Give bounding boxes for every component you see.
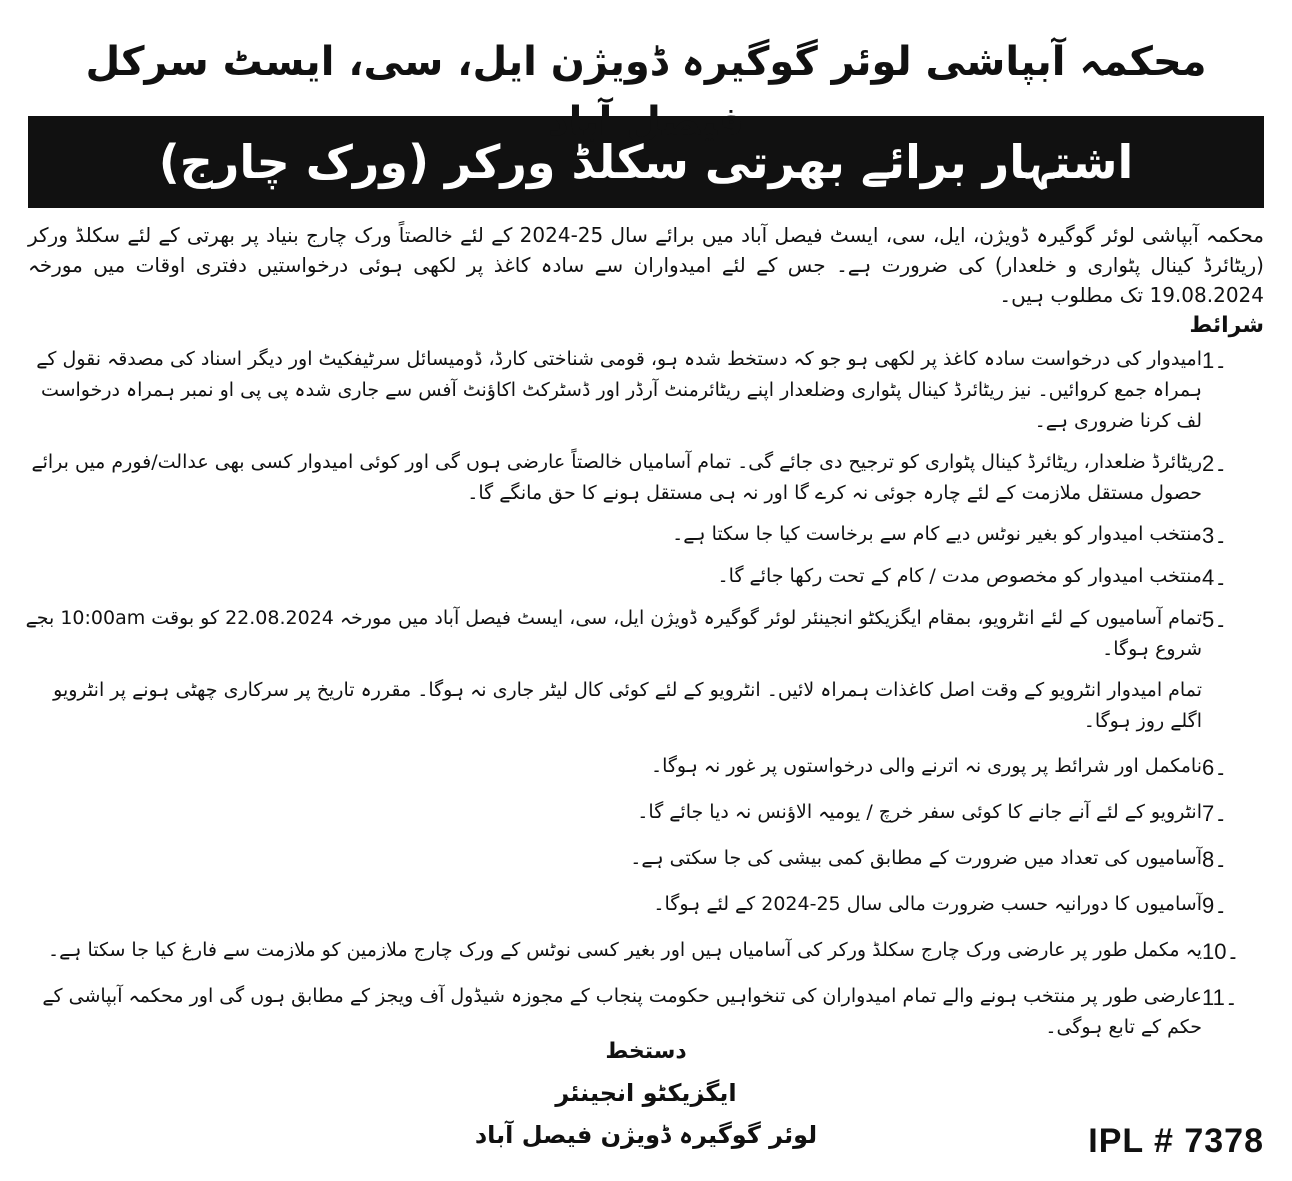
- intro-paragraph: محکمہ آبپاشی لوئر گوگیرہ ڈویژن، ایل، سی، ایسٹ فیصل آباد میں برائے سال 25-2024 کے لئے خالصتاً ورک چارج بنیاد پر بھرتی کے لئے سکلڈ ورکر (ریٹائرڈ کینال پٹواری و خلعدار) کی ضرورت ہے۔ جس کے لئے امیدواران سے سادہ کاغذ پر لکھی ہوئی درخواستیں دفتری اوقات میں مورخہ 19.08.2024 تک مطلوب ہیں۔: [28, 223, 1264, 307]
- banner-title: اشتہار برائے بھرتی سکلڈ ورکر (ورک چارج): [28, 116, 1264, 208]
- condition-number: 5۔: [1202, 607, 1228, 632]
- condition-item: [22, 751, 1270, 783]
- condition-item: [22, 519, 1270, 551]
- condition-text: تمام امیدوار انٹرویو کے وقت اصل کاغذات ہمراہ لائیں۔ انٹرویو کے لئے کوئی کال لیٹر جاری نہ ہوگا۔ مقررہ تاریخ پر سرکاری چھٹی ہونے پر انٹرویو اگلے روز ہوگا۔: [53, 679, 1202, 732]
- condition-number: 2۔: [1202, 451, 1228, 476]
- condition-item: [22, 603, 1270, 665]
- condition-number: 4۔: [1202, 565, 1228, 590]
- condition-text: منتخب امیدوار کو مخصوص مدت / کام کے تحت رکھا جائے گا۔: [717, 565, 1202, 587]
- condition-text: ریٹائرڈ ضلعدار، ریٹائرڈ کینال پٹواری کو ترجیح دی جائے گی۔ تمام آسامیاں خالصتاً عارضی ہوں گی اور کوئی امیدوار کسی بھی عدالت/فورم میں برائے حصول مستقل ملازمت کے لئے چارہ جوئی نہ کرے گا اور نہ ہی مستقل ہونے کا حق مانگے گا۔: [31, 451, 1202, 504]
- condition-number: 7۔: [1202, 801, 1228, 826]
- condition-text: نامکمل اور شرائط پر پوری نہ اترنے والی درخواستوں پر غور نہ ہوگا۔: [650, 755, 1202, 777]
- conditions-heading: شرائط: [1189, 313, 1264, 338]
- condition-item: [22, 447, 1270, 509]
- condition-number: 3۔: [1202, 523, 1228, 548]
- condition-text: انٹرویو کے لئے آنے جانے کا کوئی سفر خرچ / یومیہ الاؤنس نہ دیا جائے گا۔: [637, 801, 1202, 823]
- condition-item: [22, 843, 1270, 875]
- condition-text: امیدوار کی درخواست سادہ کاغذ پر لکھی ہو جو کہ دستخط شدہ ہو، قومی شناختی کارڈ، ڈومیسائل سرٹیفکیٹ اور دیگر اسناد کی مصدقہ نقول کے ہمراہ جمع کروائیں۔ نیز ریٹائرڈ کینال پٹواری وضلعدار اپنے ریٹائرمنٹ آرڈر اور ڈسٹرکٹ اکاؤنٹ آفس سے جاری شدہ پی پی او نمبر ہمراہ درخواست لف کرنا ضروری ہے۔: [36, 348, 1202, 432]
- condition-text: یہ مکمل طور پر عارضی ورک چارج سکلڈ ورکر کی آسامیاں ہیں اور بغیر کسی نوٹس کے ورک چارج ملازمین کو ملازمت سے فارغ کیا جا سکتا ہے۔: [48, 939, 1202, 961]
- conditions-list: [22, 344, 1270, 1043]
- signature-label: دستخط: [605, 1039, 687, 1064]
- signatory-office: لوئر گوگیرہ ڈویژن فیصل آباد: [474, 1121, 818, 1149]
- condition-text: عارضی طور پر منتخب ہونے والے تمام امیدواران کی تنخواہیں حکومت پنجاب کے مجوزہ شیڈول آف ویجز کے مطابق ہوں گی اور محکمہ آبپاشی کے حکم کے تابع ہوگی۔: [42, 985, 1202, 1038]
- condition-number: 10۔: [1202, 939, 1240, 964]
- condition-number: 8۔: [1202, 847, 1228, 872]
- condition-text: آسامیوں کی تعداد میں ضرورت کے مطابق کمی بیشی کی جا سکتی ہے۔: [630, 847, 1202, 869]
- condition-item: [22, 935, 1270, 967]
- condition-item: [22, 889, 1270, 921]
- condition-number: 1۔: [1202, 348, 1228, 373]
- condition-number: 6۔: [1202, 755, 1228, 780]
- condition-number: [1202, 675, 1270, 677]
- condition-text: آسامیوں کا دورانیہ حسب ضرورت مالی سال 25-2024 کے لئے ہوگا۔: [653, 893, 1202, 915]
- condition-number: 9۔: [1202, 893, 1228, 918]
- condition-item: [22, 797, 1270, 829]
- condition-number: 11۔: [1202, 985, 1238, 1010]
- condition-item: [22, 561, 1270, 593]
- signatory-title: ایگزیکٹو انجینئر: [555, 1079, 737, 1107]
- department-heading: محکمہ آبپاشی لوئر گوگیرہ ڈویژن ایل، سی، ایسٹ سرکل: [85, 39, 1207, 85]
- condition-text: تمام آسامیوں کے لئے انٹرویو، بمقام ایگزیکٹو انجینئر لوئر گوگیرہ ڈویژن ایل، سی، ایسٹ فیصل آباد میں مورخہ 22.08.2024 کو بوقت 10:00am بجے شروع ہوگا۔: [25, 607, 1202, 660]
- condition-item: [22, 344, 1270, 437]
- condition-item: [22, 675, 1270, 737]
- ipl-number: IPL # 7378: [1088, 1122, 1264, 1160]
- condition-text: منتخب امیدوار کو بغیر نوٹس دیے کام سے برخاست کیا جا سکتا ہے۔: [672, 523, 1202, 545]
